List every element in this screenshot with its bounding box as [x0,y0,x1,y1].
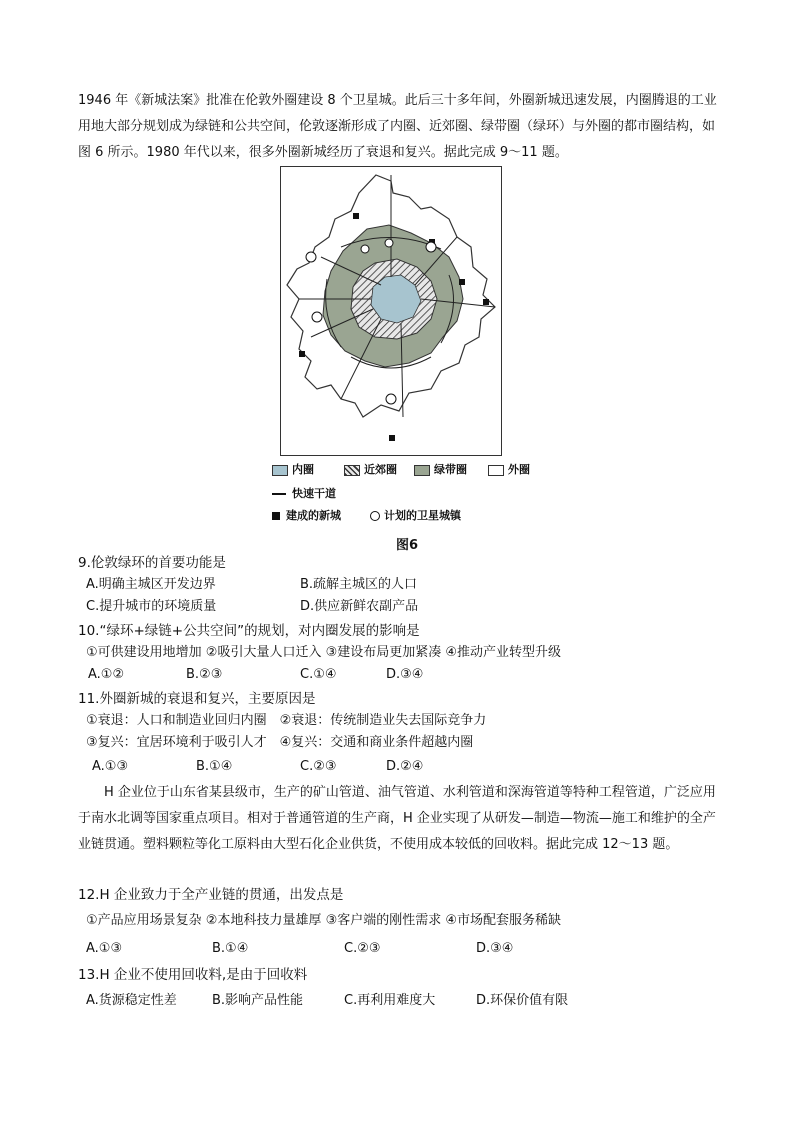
london-map-figure [280,166,502,456]
legend-label-greenbelt: 绿带圈 [434,463,467,476]
q9-option-a: A.明确主城区开发边界 [86,577,216,592]
london-map-svg [281,167,501,455]
legend-line-highway [272,493,286,495]
q13-option-d: D.环保价值有限 [476,993,569,1008]
q10-option-c: C.①④ [300,667,337,682]
intro-paragraph-h-enterprise: H 企业位于山东省某县级市，生产的矿山管道、油气管道、水利管道和深海管道等特种工程管道，广泛应用于南水北调等国家重点项目。相对于普通管道的生产商，H 企业实现了从研发—制造—物流—施工和维护的全产业链贯通。塑料颗粒等化工原料由大型石化企业供货，不使用成本较低的回收料。据此完成 12～13 题。 [78,785,716,852]
legend-swatch-inner [272,465,288,476]
q12-stem: 12.H 企业致力于全产业链的贯通，出发点是 [78,887,344,903]
q13-option-c: C.再利用难度大 [344,993,436,1008]
legend-label-outer: 外圈 [508,463,530,476]
q12-option-c: C.②③ [344,941,381,956]
q13-option-b: B.影响产品性能 [212,993,304,1008]
legend-greenbelt [414,462,467,478]
q11-items-line1: ①衰退：人口和制造业回归内圈 ②衰退：传统制造业失去国际竞争力 [86,713,487,728]
intro-paragraph-london: 1946 年《新城法案》批准在伦敦外圈建设 8 个卫星城。此后三十多年间，外圈新城迅速发展，内圈腾退的工业用地大部分规划成为绿链和公共空间，伦敦逐渐形成了内圈、近郊圈、绿带圈（绿环）与外圈的都市圈结构，如图 6 所示。1980 年代以来，很多外圈新城经历了衰退和复兴。据此完成 9～11 题。 [78,93,717,160]
q10-items: ①可供建设用地增加 ②吸引大量人口迁入 ③建设布局更加紧凑 ④推动产业转型升级 [86,645,562,660]
legend-label-suburb: 近郊圈 [364,463,397,476]
q11-option-d: D.②④ [386,759,424,774]
q11-stem: 11.外圈新城的衰退和复兴，主要原因是 [78,691,316,707]
q12-option-d: D.③④ [476,941,514,956]
legend-outer [488,462,530,478]
legend-swatch-greenbelt [414,465,430,476]
legend-swatch-outer [488,465,504,476]
q10-option-a: A.①② [88,667,125,682]
q13-stem: 13.H 企业不使用回收料,是由于回收料 [78,967,308,983]
legend-circle-planned [370,511,380,521]
legend-label-built: 建成的新城 [286,509,341,522]
q11-option-a: A.①③ [92,759,129,774]
q12-items: ①产品应用场景复杂 ②本地科技力量雄厚 ③客户端的刚性需求 ④市场配套服务稀缺 [86,913,562,928]
legend-built [272,508,341,524]
legend-label-highway: 快速干道 [292,487,336,500]
figure-caption: 图6 [396,538,419,553]
q12-option-b: B.①④ [212,941,249,956]
legend-planned [370,508,461,524]
legend-label-planned: 计划的卫星城镇 [384,509,461,522]
legend-label-inner: 内圈 [292,463,314,476]
q9-option-b: B.疏解主城区的人口 [300,577,418,592]
legend-square-built [272,512,280,520]
q9-option-c: C.提升城市的环境质量 [86,599,217,614]
q11-option-c: C.②③ [300,759,337,774]
legend-suburb [344,462,397,478]
q10-stem: 10.“绿环+绿链+公共空间”的规划，对内圈发展的影响是 [78,623,420,639]
q10-option-d: D.③④ [386,667,424,682]
q11-items-line2: ③复兴：宜居环境利于吸引人才 ④复兴：交通和商业条件超越内圈 [86,735,474,750]
q11-option-b: B.①④ [196,759,233,774]
legend-swatch-suburb [344,465,360,476]
legend-highway [272,486,336,502]
legend-inner [272,462,314,478]
q9-option-d: D.供应新鲜农副产品 [300,599,419,614]
q9-stem: 9.伦敦绿环的首要功能是 [78,555,226,571]
q10-option-b: B.②③ [186,667,223,682]
q13-option-a: A.货源稳定性差 [86,993,177,1008]
q12-option-a: A.①③ [86,941,123,956]
